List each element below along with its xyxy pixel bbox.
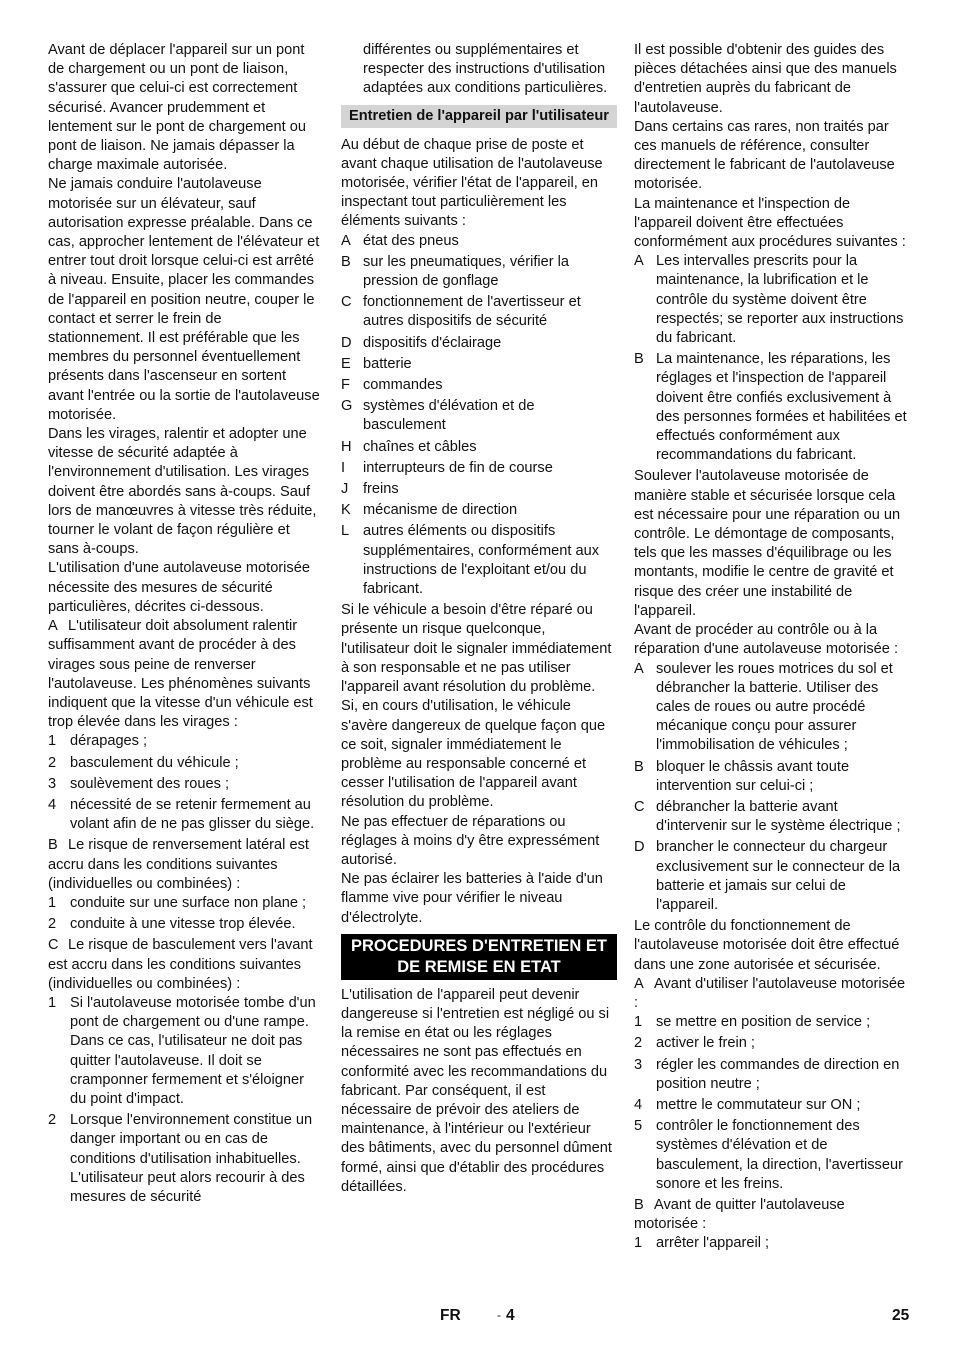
list-item: [48, 994, 321, 1109]
list-item-text: débrancher la batterie avant d'intervenir sur le système électrique ;: [656, 798, 901, 835]
repair-list: [634, 660, 908, 916]
paragraph: Dans certains cas rares, non traités par ces manuels de référence, consulter directement le fabricant de l'autolaveuse motorisée.: [634, 118, 895, 193]
paragraph: Le contrôle du fonctionnement de l'autolaveuse motorisée doit être effectué dans une zone autorisée et sécurisée.: [634, 918, 900, 973]
list-item-label: 2: [48, 754, 57, 771]
list-item: [634, 798, 908, 836]
list-item-text: se mettre en position de service ;: [656, 1014, 871, 1031]
list-item-label: D: [341, 334, 352, 351]
list-item-label: 3: [634, 1056, 643, 1073]
column-3: [634, 41, 908, 1256]
list-item-label: D: [634, 839, 645, 856]
list-item: [634, 1096, 908, 1115]
list-item: [634, 1117, 908, 1194]
list-item: [634, 758, 908, 796]
paragraph: L'utilisation d'une autolaveuse motorisée nécessite des mesures de sécurité particulières, décrites ci-dessous.: [48, 560, 310, 615]
list-item-text: autres éléments ou dispositifs supplémentaires, conformément aux instructions de l'exploitant et/ou du fabricant.: [363, 523, 600, 598]
list-heading-label: A: [634, 975, 644, 992]
paragraph: Si, en cours d'utilisation, le véhicule s'avère dangereux de quelque façon que ce soit, signaler immédiatement le problème au responsable concerné et cesser l'utilisation de l'appareil avant résolution du problème.: [341, 698, 606, 811]
list-item-text: Les intervalles prescrits pour la maintenance, la lubrification et le contrôle du système doivent être respectés; se reporter aux instructions du fabricant.: [656, 253, 904, 347]
paragraph: Ne jamais conduire l'autolaveuse motorisée sur un élévateur, sauf autorisation expresse préalable. Dans ce cas, approcher lentement de l'élévateur et entrer tout droit lorsque celui-ci est arrêté à niveau. Ensuite, placer les commandes de l'appareil en position neutre, couper le contact et serrer le frein de stationnement. Il est préférable que les membres du personnel éventuellement présents dans l'ascenseur en sortent avant l'entrée ou la sortie de l'autolaveuse motorisée.: [48, 176, 320, 423]
paragraph: Ne pas effectuer de réparations ou réglages à moins d'y être expressément autorisé.: [341, 813, 600, 868]
list-item-text: chaînes et câbles: [363, 438, 477, 455]
section-heading-procedures: PROCEDURES D'ENTRETIEN ET DE REMISE EN ETAT: [341, 934, 617, 980]
list-item-text: basculement du véhicule ;: [70, 754, 239, 771]
paragraph-continued: différentes ou supplémentaires et respecter des instructions d'utilisation adaptées aux conditions particulières.: [363, 42, 608, 97]
list-item-label: A: [341, 232, 351, 249]
list-item-label: B: [634, 351, 644, 368]
section-heading-user-maintenance: Entretien de l'appareil par l'utilisateur: [341, 105, 617, 128]
list-item-text: La maintenance, les réparations, les réglages et l'inspection de l'appareil doivent être confiés exclusivement à des personnes formées et habilitées et effectués conformément aux recommandations du fabricant.: [656, 351, 907, 464]
list-item: [341, 376, 617, 395]
procedure-list: [634, 252, 908, 465]
list-item: [341, 355, 617, 374]
list-item-text: dérapages ;: [70, 733, 148, 750]
list-item: [634, 1234, 908, 1253]
list-heading-label: C: [48, 937, 59, 954]
list-heading-a: [634, 975, 908, 1013]
paragraph: Il est possible d'obtenir des guides des pièces détachées ainsi que des manuels d'entretien auprès du fabricant de l'autolaveuse.: [634, 42, 897, 116]
list-item-label: 2: [48, 916, 57, 933]
list-item: [634, 1056, 908, 1094]
list-item: [48, 796, 321, 834]
list-heading-label: B: [48, 837, 58, 854]
list-item-label: 1: [48, 894, 57, 911]
list-item-label: L: [341, 523, 350, 540]
list-item: [341, 232, 617, 251]
list-item-label: 4: [48, 796, 57, 813]
list-item-label: 1: [634, 1235, 643, 1252]
footer-separator: -: [497, 1308, 501, 1322]
list-item-label: F: [341, 377, 350, 394]
list-item-label: H: [341, 438, 352, 455]
list-item-label: J: [341, 481, 349, 498]
list-item: [341, 501, 617, 520]
list-item-label: 1: [48, 733, 57, 750]
list-item-label: G: [341, 398, 353, 415]
paragraph: Si le véhicule a besoin d'être réparé ou présente un risque quelconque, l'utilisateur doit le signaler immédiatement à son responsable et ne pas utiliser l'appareil avant résolution du problème.: [341, 602, 612, 696]
footer-language: FR: [440, 1307, 461, 1324]
list-item-label: 1: [48, 994, 57, 1011]
list-heading-text: Le risque de renversement latéral est accru dans les conditions suivantes (individuelles ou combinées) :: [48, 837, 309, 892]
list-item-text: contrôler le fonctionnement des systèmes d'élévation et de basculement, la direction, l'avertisseur sonore et les freins.: [656, 1118, 903, 1192]
list-item-text: conduite sur une surface non plane ;: [70, 894, 307, 911]
list-a: [48, 732, 321, 834]
list-item-label: A: [634, 253, 644, 270]
list-item: [48, 1111, 321, 1207]
list-item-text: dispositifs d'éclairage: [363, 334, 502, 351]
list-item-text: commandes: [363, 377, 443, 394]
paragraph: Dans les virages, ralentir et adopter une vitesse de sécurité adaptée à l'environnement d'utilisation. Les virages doivent être abordés sans à-coups. Sauf lors de manœuvres à vitesse très réduite, tourner le volant de façon régulière et sans à-coups.: [48, 426, 317, 558]
list-item: [341, 438, 617, 457]
list-item-label: 5: [634, 1118, 643, 1135]
list-item-text: bloquer le châssis avant toute intervention sur celui-ci ;: [656, 758, 850, 794]
list-item-text: mécanisme de direction: [363, 502, 518, 519]
list-item-text: état des pneus: [363, 232, 459, 249]
list-item: [48, 915, 321, 934]
list-heading-text: L'utilisateur doit absolument ralentir suffisamment avant de procéder à des virages sous peine de renverser l'autolaveuse. Les phénomènes suivants indiquent que la vitesse d'un véhicule est trop élevée dans les virages :: [48, 618, 313, 731]
list-item-text: régler les commandes de direction en position neutre ;: [656, 1056, 900, 1092]
list-item: [48, 732, 321, 751]
checklist: [341, 232, 617, 600]
list-item-label: 3: [48, 775, 57, 792]
list-item-label: C: [341, 294, 352, 311]
list-item-text: nécessité de se retenir fermement au volant afin de ne pas glisser du siège.: [70, 796, 315, 833]
list-item-text: conduite à une vitesse trop élevée.: [70, 916, 296, 933]
list-item-label: B: [341, 253, 351, 270]
paragraph: Avant de procéder au contrôle ou à la réparation d'une autolaveuse motorisée :: [634, 622, 899, 658]
list-item-text: activer le frein ;: [656, 1035, 755, 1052]
list-a: [634, 1013, 908, 1194]
paragraph: Au début de chaque prise de poste et avant chaque utilisation de l'autolaveuse motorisée, vérifier l'état de l'appareil, en inspectant tout particulièrement les éléments suivants :: [341, 136, 603, 230]
list-item: [48, 894, 321, 913]
list-item: [634, 660, 908, 756]
list-item-text: sur les pneumatiques, vérifier la pression de gonflage: [363, 253, 570, 290]
list-item: [341, 459, 617, 478]
list-item-text: interrupteurs de fin de course: [363, 459, 553, 476]
list-heading-text: Le risque de basculement vers l'avant est accru dans les conditions suivantes (individuelles ou combinées) :: [48, 937, 313, 992]
list-item: [341, 334, 617, 353]
list-item: [634, 350, 908, 465]
list-item-label: C: [634, 798, 645, 815]
list-item-label: 2: [48, 1112, 57, 1129]
list-item-text: arrêter l'appareil ;: [656, 1235, 770, 1252]
list-item-label: B: [634, 758, 644, 775]
list-c: [48, 994, 321, 1207]
paragraph: L'utilisation de l'appareil peut devenir dangereuse si l'entretien est négligé ou si la remise en état ou les réglages nécessaires ne sont pas effectués en conformité avec les recommandations du fabricant. Par conséquent, il est nécessaire de prévoir des ateliers de maintenance, à l'intérieur ou l'extérieur des bâtiments, avec du personnel dûment formé, ainsi que d'établir des procédures détaillées.: [341, 986, 612, 1195]
list-item: [48, 754, 321, 773]
list-item-label: K: [341, 502, 351, 519]
list-b: [48, 894, 321, 934]
list-item-text: freins: [363, 481, 399, 498]
list-item-text: fonctionnement de l'avertisseur et autres dispositifs de sécurité: [363, 294, 581, 330]
footer-section-number: 4: [506, 1307, 515, 1324]
footer-page-number: 25: [892, 1307, 910, 1324]
list-item: [634, 1013, 908, 1032]
list-item: [341, 522, 617, 599]
paragraph: Avant de déplacer l'appareil sur un pont de chargement ou un pont de liaison, s'assurer que celui-ci est correctement sécurisé. Avancer prudemment et lentement sur le pont de chargement ou pont de liaison. Ne jamais dépasser la charge maximale autorisée.: [48, 42, 306, 174]
list-heading-text: Avant d'utiliser l'autolaveuse motorisée :: [634, 975, 906, 1011]
list-heading-text: Avant de quitter l'autolaveuse motorisée :: [634, 1196, 845, 1233]
column-1: [48, 41, 321, 1209]
list-item-text: batterie: [363, 355, 412, 372]
paragraph: Ne pas éclairer les batteries à l'aide d'un flamme vive pour vérifier le niveau d'électrolyte.: [341, 871, 603, 926]
paragraph: La maintenance et l'inspection de l'appareil doivent être effectuées conformément aux procédures suivantes :: [634, 195, 906, 251]
list-item: [341, 397, 617, 435]
list-heading-a: [48, 617, 321, 732]
list-item: [341, 480, 617, 499]
list-item-label: A: [634, 660, 644, 677]
list-item-label: I: [341, 459, 346, 476]
list-item-text: soulever les roues motrices du sol et débrancher la batterie. Utiliser des cales de roues ou autre procédé mécanique conçu pour assurer l'immobilisation de véhicules ;: [656, 660, 893, 754]
list-heading-label: A: [48, 618, 58, 635]
list-item-text: Lorsque l'environnement constitue un danger important ou en cas de conditions d'utilisation inhabituelles. L'utilisateur peut alors recourir à des mesures de sécurité: [70, 1112, 313, 1205]
list-heading-b: [48, 836, 321, 894]
list-item: [634, 838, 908, 915]
column-2: [341, 41, 617, 1197]
list-item-text: systèmes d'élévation et de basculement: [363, 398, 535, 434]
list-item: [634, 252, 908, 348]
list-item-text: Si l'autolaveuse motorisée tombe d'un pont de chargement ou d'une rampe. Dans ce cas, l'utilisateur ne doit pas quitter l'autolaveuse. Il doit se cramponner fermement et s'éloigner du point d'impact.: [70, 994, 316, 1107]
list-heading-label: B: [634, 1196, 644, 1213]
list-item: [341, 253, 617, 291]
list-item-text: brancher le connecteur du chargeur exclusivement sur le connecteur de la batterie et jamais sur celui de l'appareil.: [656, 839, 901, 913]
list-b: [634, 1234, 908, 1253]
list-heading-b: [634, 1196, 908, 1234]
paragraph: Soulever l'autolaveuse motorisée de manière stable et sécurisée lorsque cela est nécessaire pour une réparation ou un contrôle. Le démontage de composants, tels que les masses d'équilibrage ou les montants, modifie le centre de gravité et risque des créer une instabilité de l'appareil.: [634, 468, 901, 619]
list-item-label: 1: [634, 1014, 643, 1031]
list-item: [341, 293, 617, 331]
list-item-text: soulèvement des roues ;: [70, 775, 229, 792]
list-heading-c: [48, 936, 321, 994]
list-item: [48, 775, 321, 794]
list-item-label: 4: [634, 1096, 643, 1113]
list-item-label: 2: [634, 1035, 643, 1052]
list-item: [634, 1034, 908, 1053]
list-item-text: mettre le commutateur sur ON ;: [656, 1096, 861, 1113]
list-item-label: E: [341, 355, 351, 372]
